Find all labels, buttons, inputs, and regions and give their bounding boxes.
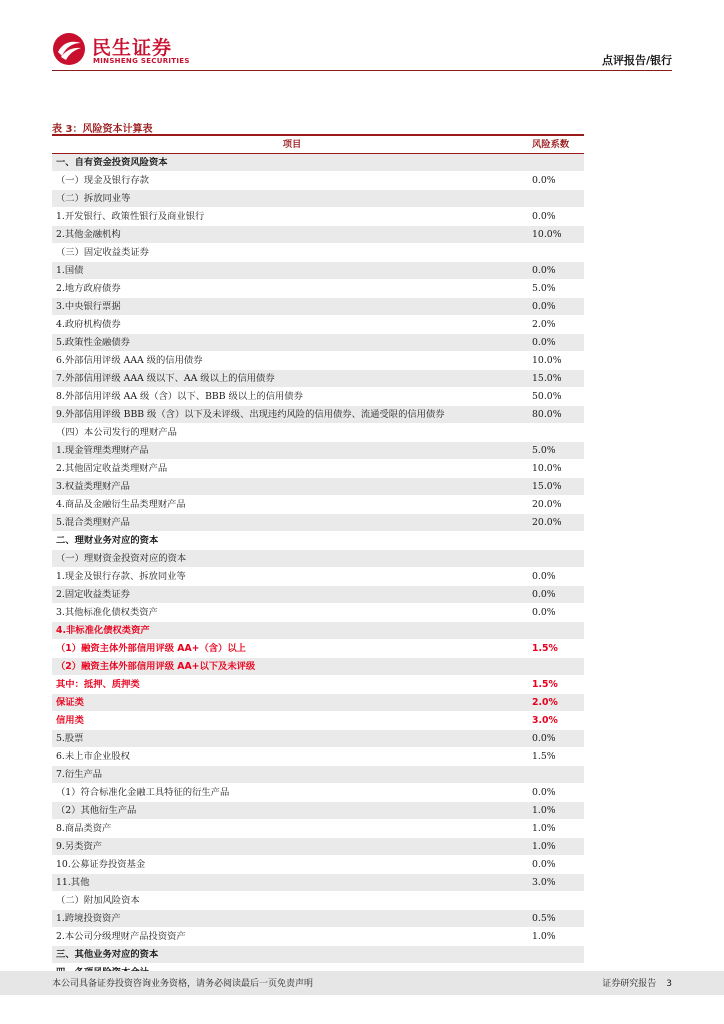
row-risk-coefficient — [528, 550, 584, 568]
table-row — [52, 388, 584, 406]
brand-name-cn: 民生证券 — [92, 37, 173, 59]
row-item-label: 1.现金及银行存款、拆放同业等 — [52, 568, 528, 586]
row-item-label: 1.开发银行、政策性银行及商业银行 — [52, 208, 528, 226]
row-risk-coefficient: 0.0% — [528, 334, 584, 352]
table-row — [52, 172, 584, 190]
table-row — [52, 946, 584, 964]
risk-capital-table — [52, 134, 584, 982]
row-item-label: 2.其他固定收益类理财产品 — [52, 460, 528, 478]
table-row — [52, 442, 584, 460]
row-item-label: 5.混合类理财产品 — [52, 514, 528, 532]
row-item-label: 一、自有资金投资风险资本 — [52, 154, 528, 172]
row-risk-coefficient: 10.0% — [528, 352, 584, 370]
table-row — [52, 460, 584, 478]
footer-disclaimer: 本公司具备证券投资咨询业务资格，请务必阅读最后一页免责声明 — [52, 979, 314, 989]
row-item-label: （1）符合标准化金融工具特征的衍生产品 — [52, 784, 528, 802]
row-risk-coefficient: 0.0% — [528, 298, 584, 316]
row-risk-coefficient: 0.0% — [528, 856, 584, 874]
row-item-label: （1）融资主体外部信用评级 AA+（含）以上 — [52, 640, 528, 658]
table-row — [52, 892, 584, 910]
table-row — [52, 334, 584, 352]
table-title: 表 3：风险资本计算表 — [52, 124, 153, 135]
row-item-label: 3.权益类理财产品 — [52, 478, 528, 496]
header-divider — [52, 70, 672, 71]
row-item-label: 6.未上市企业股权 — [52, 748, 528, 766]
report-type: 点评报告/银行 — [601, 54, 672, 67]
row-risk-coefficient: 0.0% — [528, 172, 584, 190]
table-row — [52, 730, 584, 748]
row-item-label: （2）融资主体外部信用评级 AA+以下及未评级 — [52, 658, 528, 676]
table-row — [52, 226, 584, 244]
row-risk-coefficient — [528, 154, 584, 172]
row-risk-coefficient: 0.0% — [528, 730, 584, 748]
row-item-label: 2.固定收益类证券 — [52, 586, 528, 604]
row-risk-coefficient: 15.0% — [528, 370, 584, 388]
row-item-label: 10.公募证券投资基金 — [52, 856, 528, 874]
row-item-label: 9.另类资产 — [52, 838, 528, 856]
row-item-label: 2.其他金融机构 — [52, 226, 528, 244]
table-row — [52, 154, 584, 172]
row-item-label: 5.股票 — [52, 730, 528, 748]
row-risk-coefficient: 20.0% — [528, 514, 584, 532]
row-item-label: 3.中央银行票据 — [52, 298, 528, 316]
row-risk-coefficient: 3.0% — [528, 712, 584, 730]
row-item-label: （三）固定收益类证券 — [52, 244, 528, 262]
row-item-label: 2.本公司分级理财产品投资资产 — [52, 928, 528, 946]
row-risk-coefficient: 1.0% — [528, 820, 584, 838]
row-risk-coefficient: 1.5% — [528, 676, 584, 694]
table-row — [52, 550, 584, 568]
row-risk-coefficient: 1.5% — [528, 640, 584, 658]
row-item-label: 7.衍生产品 — [52, 766, 528, 784]
row-risk-coefficient: 0.0% — [528, 208, 584, 226]
row-item-label: （一）现金及银行存款 — [52, 172, 528, 190]
row-item-label: 8.商品类资产 — [52, 820, 528, 838]
table-row — [52, 766, 584, 784]
table-row — [52, 478, 584, 496]
table-row — [52, 874, 584, 892]
row-risk-coefficient: 2.0% — [528, 316, 584, 334]
table-row — [52, 838, 584, 856]
row-item-label: （2）其他衍生产品 — [52, 802, 528, 820]
row-risk-coefficient: 0.0% — [528, 586, 584, 604]
table-row — [52, 568, 584, 586]
row-item-label: 11.其他 — [52, 874, 528, 892]
table-row — [52, 298, 584, 316]
row-item-label: 二、理财业务对应的资本 — [52, 532, 528, 550]
row-item-label: （二）附加风险资本 — [52, 892, 528, 910]
row-risk-coefficient — [528, 424, 584, 442]
row-risk-coefficient — [528, 622, 584, 640]
minsheng-logo-icon — [52, 32, 86, 66]
row-item-label: 保证类 — [52, 694, 528, 712]
table-row — [52, 820, 584, 838]
row-item-label: （一）理财资金投资对应的资本 — [52, 550, 528, 568]
row-item-label: 9.外部信用评级 BBB 级（含）以下及未评级、出现违约风险的信用债券、流通受限的信用债券 — [52, 406, 528, 424]
column-header-coefficient: 风险系数 — [528, 135, 584, 154]
row-risk-coefficient: 1.5% — [528, 748, 584, 766]
table-row — [52, 694, 584, 712]
table-row — [52, 280, 584, 298]
row-item-label: 信用类 — [52, 712, 528, 730]
row-risk-coefficient: 5.0% — [528, 280, 584, 298]
page-header — [0, 0, 724, 72]
row-item-label: 5.政策性金融债券 — [52, 334, 528, 352]
brand-name-en: MINSHENG SECURITIES — [93, 57, 190, 65]
row-item-label: 4.非标准化债权类资产 — [52, 622, 528, 640]
row-item-label: 其中：抵押、质押类 — [52, 676, 528, 694]
table-row — [52, 712, 584, 730]
table-row — [52, 424, 584, 442]
row-item-label: 4.政府机构债券 — [52, 316, 528, 334]
row-risk-coefficient — [528, 946, 584, 964]
row-risk-coefficient: 15.0% — [528, 478, 584, 496]
row-item-label: 1.国债 — [52, 262, 528, 280]
row-item-label: 2.地方政府债券 — [52, 280, 528, 298]
row-item-label: （二）拆放同业等 — [52, 190, 528, 208]
table-row — [52, 370, 584, 388]
row-risk-coefficient: 5.0% — [528, 442, 584, 460]
table-row — [52, 640, 584, 658]
column-header-item: 项目 — [52, 135, 528, 154]
row-risk-coefficient: 10.0% — [528, 460, 584, 478]
footer-right — [602, 976, 672, 989]
row-risk-coefficient — [528, 244, 584, 262]
row-risk-coefficient — [528, 766, 584, 784]
row-risk-coefficient: 0.0% — [528, 784, 584, 802]
row-risk-coefficient: 10.0% — [528, 226, 584, 244]
table-row — [52, 352, 584, 370]
table-row — [52, 532, 584, 550]
row-item-label: 4.商品及金融衍生品类理财产品 — [52, 496, 528, 514]
row-item-label: 7.外部信用评级 AAA 级以下、AA 级以上的信用债券 — [52, 370, 528, 388]
row-item-label: 三、其他业务对应的资本 — [52, 946, 528, 964]
table-row — [52, 676, 584, 694]
table-row — [52, 784, 584, 802]
table-row — [52, 928, 584, 946]
row-risk-coefficient: 3.0% — [528, 874, 584, 892]
row-risk-coefficient: 0.0% — [528, 604, 584, 622]
table-row — [52, 658, 584, 676]
table-row — [52, 748, 584, 766]
table-body — [52, 154, 584, 982]
table-row — [52, 856, 584, 874]
page-number: 3 — [666, 979, 672, 989]
row-risk-coefficient: 0.0% — [528, 568, 584, 586]
row-risk-coefficient — [528, 532, 584, 550]
table-row — [52, 604, 584, 622]
table-row — [52, 406, 584, 424]
row-item-label: 6.外部信用评级 AAA 级的信用债券 — [52, 352, 528, 370]
table-row — [52, 514, 584, 532]
footer-report-label: 证券研究报告 — [602, 979, 657, 989]
row-item-label: 1.现金管理类理财产品 — [52, 442, 528, 460]
table-row — [52, 586, 584, 604]
table-header-row — [52, 135, 584, 154]
row-item-label: （四）本公司发行的理财产品 — [52, 424, 528, 442]
row-risk-coefficient: 80.0% — [528, 406, 584, 424]
table-row — [52, 262, 584, 280]
row-risk-coefficient: 0.5% — [528, 910, 584, 928]
table-row — [52, 190, 584, 208]
table-row — [52, 244, 584, 262]
table-row — [52, 208, 584, 226]
table-row — [52, 316, 584, 334]
row-item-label: 8.外部信用评级 AA 级（含）以下、BBB 级以上的信用债券 — [52, 388, 528, 406]
table-row — [52, 622, 584, 640]
row-risk-coefficient: 2.0% — [528, 694, 584, 712]
row-risk-coefficient: 1.0% — [528, 802, 584, 820]
table-row — [52, 496, 584, 514]
row-item-label: 1.跨境投资资产 — [52, 910, 528, 928]
row-risk-coefficient — [528, 190, 584, 208]
row-risk-coefficient — [528, 658, 584, 676]
row-risk-coefficient — [528, 892, 584, 910]
row-risk-coefficient: 20.0% — [528, 496, 584, 514]
row-risk-coefficient: 0.0% — [528, 262, 584, 280]
row-risk-coefficient: 1.0% — [528, 838, 584, 856]
table-row — [52, 802, 584, 820]
row-risk-coefficient: 1.0% — [528, 928, 584, 946]
row-risk-coefficient: 50.0% — [528, 388, 584, 406]
row-item-label: 3.其他标准化债权类资产 — [52, 604, 528, 622]
table-row — [52, 910, 584, 928]
